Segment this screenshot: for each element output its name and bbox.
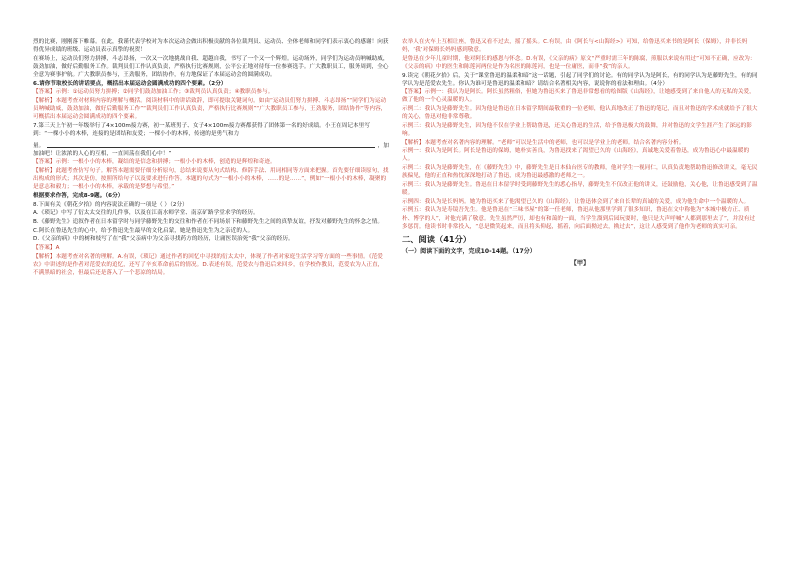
answer-8: 【答案】A	[33, 245, 60, 252]
analysis-8: 【解析】本题考查对名著的理解。A.有误，《琐记》通过作者的回忆中寻找的衍太太中，体现了作者对家庭生活学习等方面的一些事情。《范爱农》中讲述的是作者对范爱农的追忆，还写了辛亥革命前后的情况。D.表述有误，范爱农与鲁迅后来回乡，在学校作教员，范爱农为人正直，不满黑暗的社会，但最后还是落入了一个悲凉的结局。	[33, 253, 384, 276]
left-column	[33, 38, 389, 278]
section-8-9-heading: 根据要求作答，完成8-9题。（6分）	[33, 192, 124, 199]
analysis-9-example-1: 示例一：我认为是阿长。阿长是鲁迅的保姆，她朴实善良，为鲁迅找来了渴望已久的《山海经》，真诚地关爱着鲁迅，成为鲁迅心中最温暖的人。	[402, 148, 750, 163]
option-8-a: A.《琐记》中写了衍太太交往的几件事，以及在江南水师学堂、南京矿路学堂求学的经历。	[33, 210, 259, 217]
question-7-blank[interactable]	[33, 139, 389, 150]
analysis-9-example-2: 示例二：我认为是藤野先生，在《藤野先生》中，藤野先生是日本仙台医专的教师，他对学生一视同仁，认真负责地帮助鲁迅修改讲义，毫无民族偏见，他的正直和热忱深深地打动了鲁迅，成为鲁迅最感激的老师之一。	[402, 165, 758, 180]
paragraph-competition: 在赛场上，运动员们努力拼搏，斗志昂扬，一次又一次地挑战自我、超越自我，书写了一个又一个辉煌。运动场外，同学们为运动员呐喊助威，鼓劲加油，做好后勤服务工作。裁判员们工作认真负责，严格执行比赛规则，公平公正地对待每一位参赛选手。广大教职员工，服务周到，全心全意为赛事护航。广大教职员参与，王劲服务，团结协作，有力地保证了本届运动会的圆满成功。	[33, 55, 389, 78]
paragraph-intro: 烈的比赛，刚刚落下帷幕。在此，我谨代表学校对为本次运动会做出积极贡献的各位裁判员、运动员、全体老师和同学们表示衷心的感谢！向获得优异成绩的班级、运动员表示真挚的祝贺！	[33, 39, 389, 54]
answer-6: 【答案】示例：①运动员努力拼搏；②同学们鼓劲加油工作；③裁判员认真负责；④教职员参与。	[33, 89, 274, 96]
analysis-6: 【解析】本题考查对材料内容的理解与概括。阅读材料中的讲话致辞，即可提取关键词句。如由“运动员们努力拼搏、斗志昂扬”“同学们为运动员呐喊助威，鼓劲加油，做好后勤服务工作”“裁判员们工作认真负责，严格执行比赛规则”“广大教职员工参与，王劲服务，团结协作”等内容，可概括出本届运动会圆满成功的四个要素。	[33, 98, 387, 121]
option-8-c: C.阿长在鲁迅先生的心中，给予鲁迅先生最早的文化启蒙，她是鲁迅先生为之亲近的人。	[33, 227, 254, 234]
question-7-blank-suffix: ，加	[377, 142, 389, 149]
analysis-9-example-5: 示例五：我认为是寿镜吾先生。他是鲁迅在“三味书屋”的第一任老师，鲁迅从他那里学到了很多知识，鲁迅在文中称他为“本城中极方正、质朴、博学的人”，对他充满了敬意。先生虽然严厉，却也有和蔼的一面，当学生溜到后园玩耍时，他只是大声呼喊“人都到那里去了”，并没有过多惩罚。他读书时非常投入，“总是微笑起来，而且将头仰起，摇着，向后面拗过去，拗过去”，这让人感受到了他作为老师的真实可亲。	[402, 207, 756, 230]
analysis-8-continued: 农举人在火车上互相让座，鲁迅又看不过去，摇了摇头。C.有误，由《阿长与<山海经>》可知，给鲁迅买来书的是阿长（保姆），并非长妈妈，‘我’对保姆长妈妈感到敬意。	[402, 39, 748, 54]
question-7: 7.第三天上午初一年级举行了4×100m接力赛，初一某班男子、女子4×100m接力赛都获得了团体第一名的好成绩。小王在周记本里写到：“一棵小小的木棒，连接的是团结和友爱；一棵小小的木棒，传递的是勇气和力	[33, 122, 370, 137]
answer-9-example-3: 示例三：我认为是藤野先生，因为他不仅在学业上帮助鲁迅，还关心鲁迅的生活，给予鲁迅极大的鼓舞，并对鲁迅的文学生涯产生了深远的影响。	[402, 122, 752, 137]
right-column	[402, 38, 758, 268]
answer-7: 【答案】示例：一根小小的木棒，凝结的是信念和拼搏；一根小小的木棒，创造的是辉煌和奇迹。	[33, 159, 276, 166]
answer-9: 【答案】示例一：我认为是阿长。阿长虽然粗俗，但她为鲁迅买来了鲁迅非常想看的绘图版《山海经》，让她感受到了来自他人的无私的关爱，做了他的一个心灵温暖的人。	[402, 89, 755, 104]
analysis-7: 【解析】此题考查仿写句子。解答本题需要仔细分析原句，总结来说要从句式结构、修辞手法、用词相同等方面来把握。首先要仔细读原句，找出构成的形式；其次是仿，按照所给句子以及要求进行作答。本题的句式为“一根小小的木棒，……的是……”，例如“一根小小的木棒，凝聚的是意志和毅力；一根小小的木棒，承载的是梦想与希望。”	[33, 168, 389, 191]
analysis-8-tail: 是鲁迅在少年儿童时期，他对阿长的感恩与怀念。D.有误，《父亲的病》原文“严重时需三年的陈腐，煎服以来说有用过”可知不正确，应改为：《父亲的病》中的医生和陈莲河两位是作为名医的陈莲河，也是一位庸医，而非“我”的亲人。	[402, 55, 756, 70]
answer-9-example-2: 示例二：我认为是藤野先生。因为他是鲁迅在日本留学期间最敬重的一位老师，他认真地改正了鲁迅的笔记，而且对鲁迅的学术成就给予了很大的关心，鲁迅对他非常尊敬。	[402, 106, 758, 121]
analysis-9-example-3: 示例三：我认为是藤野先生。鲁迅在日本留学时受到藤野先生的悉心指导，藤野先生不仅改正他的讲义，还鼓励他，关心他，让鲁迅感受到了温暖。	[402, 181, 758, 197]
answer-blank-line[interactable]	[47, 140, 374, 148]
option-8-d: D.《父亲的病》中的树和枝写了在“我”父亲病中为父亲寻找药方的经历，让庸医误治死“我”父亲的经历。	[33, 236, 294, 243]
passage-jia-label: 【甲】	[570, 259, 590, 267]
option-8-b: B.《藤野先生》追叙作者在日本留学时与同学藤野先生的交往和作者在不同场景下和藤野先生之间的真挚友谊，抒发对藤野先生的怀念之情。	[33, 219, 383, 225]
subsection-title: （一）阅读下面的文字，完成10-14题。（17分）	[402, 247, 536, 255]
question-8: 8.下面有关《朝花夕拾》的内容说法正确的一项是（ ）（2分）	[33, 201, 188, 208]
question-7-tail: 加油吧！让浓浓的人心的互相，一直回荡在我们心中！”	[33, 150, 172, 157]
section-reading-title: 二、阅读（41分）	[402, 233, 472, 244]
question-7-blank-prefix: 量。	[33, 142, 45, 149]
analysis-9: 【解析】本题考查对名著内容的理解。“老师”可以是生活中的老师，也可以是学业上的老师。结合名著内容分析。	[402, 139, 685, 146]
question-6: 6.请你节取校长的讲话要点，概括出本届运动会圆满成功的四个要素。（2分）	[33, 80, 227, 87]
question-9: 9.读完《朝花夕拾》后，关于“课堂鲁迅的温柔和暗”这一话题，引起了同学们的讨论。有的同学认为是阿长，有的同学认为是藤野先生，有的同学认为是范爱农先生。你认为谁可是鲁迅的温柔和暗？请结合名著相关内容，说说你的看法和理由。（4分）	[402, 72, 758, 87]
analysis-9-example-4: 示例四：我认为是长妈妈。她为鲁迅买来了他渴望已久的《山海经》，让鲁迅体会到了来自长辈的真诚的关爱，成为他生命中一个温暖的人。	[402, 198, 750, 205]
